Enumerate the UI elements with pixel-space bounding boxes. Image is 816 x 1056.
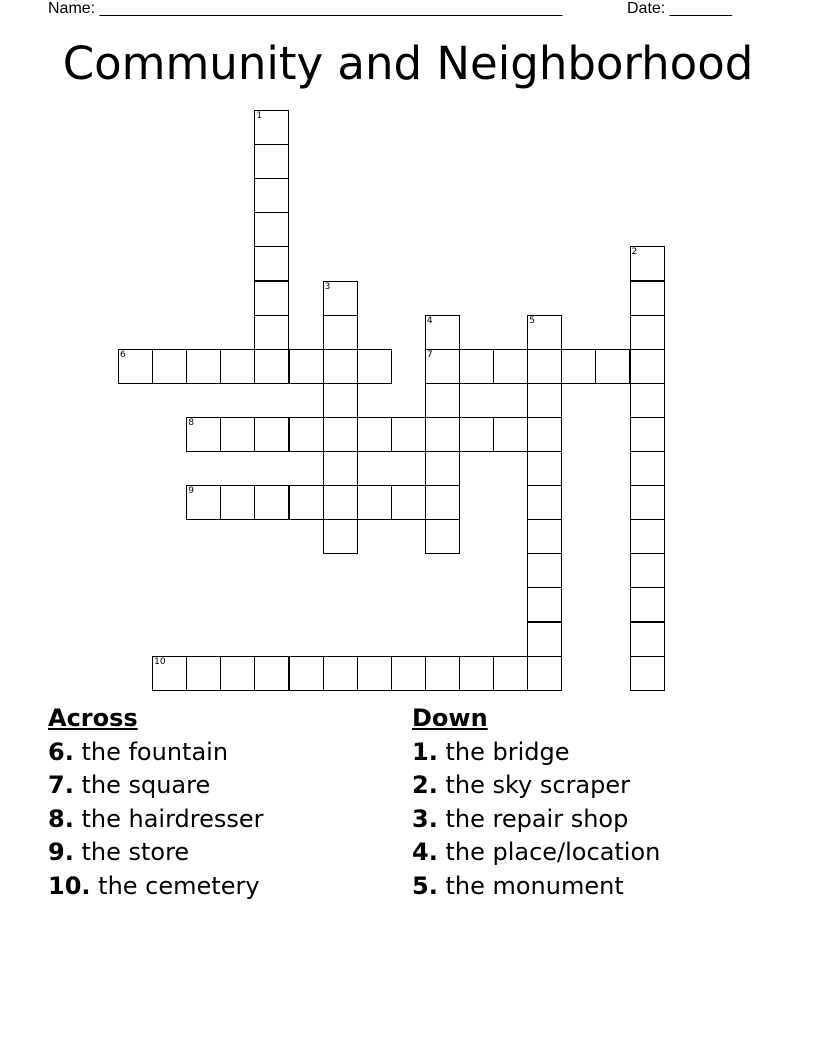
crossword-cell[interactable] xyxy=(323,383,358,418)
crossword-cell[interactable] xyxy=(527,451,562,486)
crossword-cell[interactable] xyxy=(493,656,528,691)
crossword-cell[interactable] xyxy=(391,485,426,520)
crossword-cell[interactable] xyxy=(630,656,665,691)
crossword-cell[interactable] xyxy=(254,178,289,213)
clue-number-label: 10 xyxy=(154,656,166,667)
clue-text: the place/location xyxy=(445,838,661,866)
clue-item xyxy=(48,870,264,904)
crossword-cell[interactable] xyxy=(323,451,358,486)
crossword-cell[interactable] xyxy=(323,281,358,316)
crossword-cell[interactable] xyxy=(289,349,324,384)
clue-number-label: 2 xyxy=(631,247,638,258)
clue-item xyxy=(48,736,264,770)
crossword-cell[interactable] xyxy=(630,315,665,350)
crossword-cell[interactable] xyxy=(323,349,358,384)
crossword-cell[interactable] xyxy=(323,485,358,520)
clue-number-label: 3 xyxy=(324,281,331,292)
crossword-cell[interactable] xyxy=(630,349,665,384)
clue-text: the bridge xyxy=(445,737,570,766)
crossword-cell[interactable] xyxy=(527,315,562,350)
crossword-cell[interactable] xyxy=(527,417,562,452)
clue-number-label: 8 xyxy=(188,417,194,428)
clue-text: the store xyxy=(81,838,190,866)
crossword-cell[interactable] xyxy=(630,281,665,316)
crossword-cell[interactable] xyxy=(630,622,665,657)
crossword-cell[interactable] xyxy=(186,417,221,452)
crossword-cell[interactable] xyxy=(527,656,562,691)
crossword-cell[interactable] xyxy=(254,485,289,520)
crossword-cell[interactable] xyxy=(289,485,324,520)
clue-number-label: 5 xyxy=(529,315,535,326)
crossword-cell[interactable] xyxy=(459,656,494,691)
date-field-line: Date: _______ xyxy=(627,0,732,17)
crossword-cell[interactable] xyxy=(459,349,494,384)
crossword-cell[interactable] xyxy=(254,349,289,384)
clue-number-label: 4 xyxy=(426,315,433,326)
crossword-cell[interactable] xyxy=(527,383,562,418)
crossword-cell[interactable] xyxy=(357,485,392,520)
clue-item xyxy=(412,836,660,870)
crossword-cell[interactable] xyxy=(220,656,255,691)
crossword-cell[interactable] xyxy=(357,656,392,691)
crossword-cell[interactable] xyxy=(152,349,187,384)
crossword-cell[interactable] xyxy=(527,587,562,622)
crossword-cell[interactable] xyxy=(561,349,596,384)
crossword-cell[interactable] xyxy=(289,656,324,691)
clue-item xyxy=(48,836,264,870)
clue-text: the monument xyxy=(445,871,624,900)
crossword-cell[interactable] xyxy=(254,417,289,452)
crossword-cell[interactable] xyxy=(425,315,460,350)
crossword-cell[interactable] xyxy=(527,553,562,588)
crossword-cell[interactable] xyxy=(630,587,665,622)
crossword-cell[interactable] xyxy=(630,519,665,554)
crossword-cell[interactable] xyxy=(186,656,221,691)
clue-number-label: 1 xyxy=(256,111,263,121)
crossword-cell[interactable] xyxy=(425,519,460,554)
crossword-cell[interactable] xyxy=(630,553,665,588)
clue-number: 10. xyxy=(48,871,91,900)
crossword-cell[interactable] xyxy=(323,656,358,691)
clue-text: the fountain xyxy=(81,737,229,766)
clue-number: 7. xyxy=(48,771,74,799)
across-heading: Across xyxy=(48,704,138,732)
crossword-cell[interactable] xyxy=(186,349,221,384)
clue-number: 4. xyxy=(412,838,438,866)
crossword-cell[interactable] xyxy=(527,485,562,520)
crossword-cell[interactable] xyxy=(391,417,426,452)
clue-number: 8. xyxy=(48,804,74,833)
crossword-cell[interactable] xyxy=(254,281,289,316)
crossword-cell[interactable] xyxy=(425,383,460,418)
crossword-cell[interactable] xyxy=(630,485,665,520)
crossword-cell[interactable] xyxy=(254,315,289,350)
clue-text: the cemetery xyxy=(98,871,260,900)
clue-number-label: 6 xyxy=(120,349,126,360)
clue-item xyxy=(48,803,264,837)
crossword-cell[interactable] xyxy=(254,144,289,179)
crossword-cell[interactable] xyxy=(493,417,528,452)
down-heading: Down xyxy=(412,704,488,732)
clue-item xyxy=(412,870,660,904)
clue-text: the hairdresser xyxy=(81,804,264,833)
across-clues xyxy=(48,702,264,903)
crossword-cell[interactable] xyxy=(425,417,460,452)
crossword-cell[interactable] xyxy=(425,451,460,486)
clue-item xyxy=(48,769,264,803)
clue-text: the sky scraper xyxy=(445,771,631,799)
crossword-cell[interactable] xyxy=(357,417,392,452)
name-field-line: Name: ____________________________________________________ xyxy=(48,0,563,17)
clue-number-label: 9 xyxy=(188,486,194,497)
clue-number: 5. xyxy=(412,871,438,900)
crossword-cell[interactable] xyxy=(289,417,324,452)
crossword-cell[interactable] xyxy=(323,519,358,554)
crossword-cell[interactable] xyxy=(425,485,460,520)
clue-number-label: 7 xyxy=(426,349,433,360)
clue-number: 6. xyxy=(48,737,74,766)
clue-item xyxy=(412,803,660,837)
crossword-cell[interactable] xyxy=(630,383,665,418)
clue-number: 9. xyxy=(48,838,74,866)
clue-text: the square xyxy=(81,771,211,799)
crossword-cell[interactable] xyxy=(220,485,255,520)
crossword-cell[interactable] xyxy=(254,246,289,281)
crossword-cell[interactable] xyxy=(527,519,562,554)
crossword-cell[interactable] xyxy=(186,485,221,520)
crossword-cell[interactable] xyxy=(527,349,562,384)
crossword-cell[interactable] xyxy=(493,349,528,384)
clue-item xyxy=(412,769,660,803)
crossword-cell[interactable] xyxy=(391,656,426,691)
clue-item xyxy=(412,736,660,770)
crossword-cell[interactable] xyxy=(118,349,153,384)
crossword-cell[interactable] xyxy=(459,417,494,452)
crossword-cell[interactable] xyxy=(254,656,289,691)
crossword-cell[interactable] xyxy=(630,246,665,281)
crossword-cell[interactable] xyxy=(425,656,460,691)
crossword-cell[interactable] xyxy=(595,349,630,384)
crossword-cell[interactable] xyxy=(630,417,665,452)
crossword-cell[interactable] xyxy=(630,451,665,486)
crossword-cell[interactable] xyxy=(323,315,358,350)
crossword-cell[interactable] xyxy=(254,110,289,145)
clue-number: 2. xyxy=(412,771,438,799)
page-title: Community and Neighborhood xyxy=(62,37,754,90)
crossword-cell[interactable] xyxy=(254,212,289,247)
crossword-cell[interactable] xyxy=(220,417,255,452)
crossword-cell[interactable] xyxy=(527,622,562,657)
clue-number: 3. xyxy=(412,804,438,833)
clue-text: the repair shop xyxy=(445,804,629,833)
crossword-cell[interactable] xyxy=(323,417,358,452)
crossword-cell[interactable] xyxy=(220,349,255,384)
down-clues xyxy=(412,702,660,903)
crossword-cell[interactable] xyxy=(152,656,187,691)
crossword-cell[interactable] xyxy=(357,349,392,384)
clue-number: 1. xyxy=(412,737,438,766)
crossword-cell[interactable] xyxy=(425,349,460,384)
